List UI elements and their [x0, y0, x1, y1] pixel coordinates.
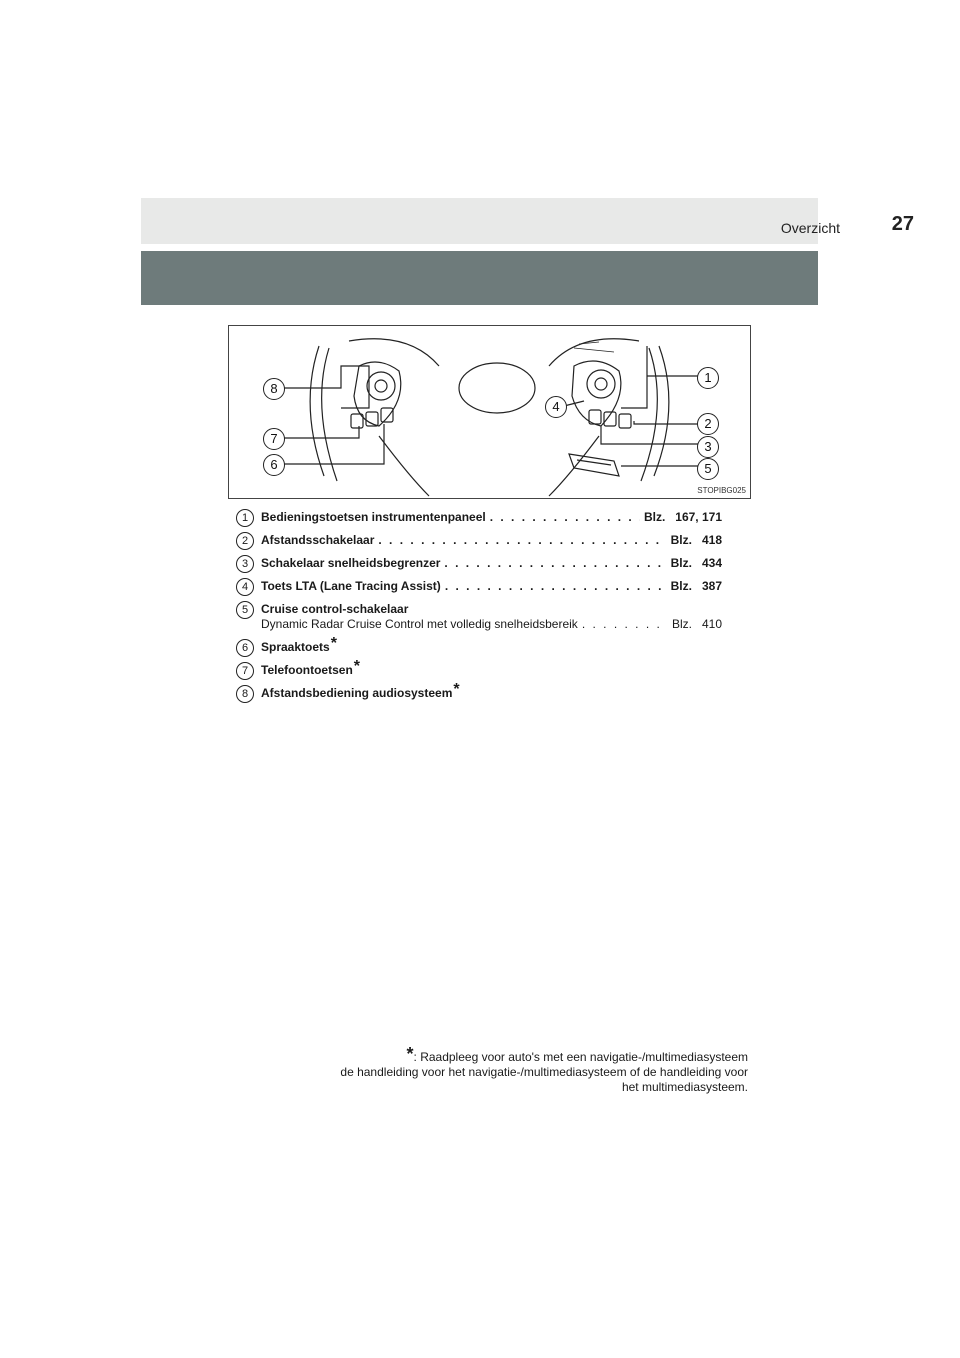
asterisk-mark: * — [453, 681, 460, 698]
callout-5: 5 — [697, 458, 719, 480]
footnote-line-3: het multimediasysteem. — [621, 1080, 748, 1094]
item-number: 5 — [236, 601, 254, 619]
header-bar — [141, 198, 818, 244]
item-label: Bedieningstoetsen instrumentenpaneel — [261, 510, 486, 524]
list-item — [236, 533, 722, 548]
list-item — [236, 658, 722, 678]
item-number: 6 — [236, 639, 254, 657]
callout-1: 1 — [697, 367, 719, 389]
page-value: 387 — [701, 579, 722, 593]
blz-label: Blz. — [643, 510, 666, 524]
item-label: Afstandsschakelaar — [261, 533, 375, 547]
page-reference — [671, 556, 722, 571]
blz-label: Blz. — [671, 617, 692, 631]
item-label: Spraaktoets — [261, 640, 330, 654]
asterisk-mark: * — [330, 635, 337, 652]
legend-list — [236, 510, 722, 709]
page-value: 418 — [701, 533, 722, 547]
footnote-line-2: de handleiding voor het navigatie-/multimediasysteem of de handleiding voor — [340, 1065, 748, 1079]
page-reference — [671, 579, 722, 594]
list-item — [236, 556, 722, 571]
item-number: 8 — [236, 685, 254, 703]
list-item — [236, 510, 722, 525]
list-item — [236, 579, 722, 594]
page-reference — [671, 533, 722, 548]
section-title: Overzicht — [780, 220, 840, 236]
item-number: 7 — [236, 662, 254, 680]
figure-id: STOPIBG025 — [697, 486, 746, 495]
footnote-asterisk: * — [406, 1044, 414, 1064]
callout-3: 3 — [697, 436, 719, 458]
leader-dots — [444, 556, 666, 571]
title-band — [141, 251, 818, 305]
item-sub-label: Dynamic Radar Cruise Control met volledig snelheidsbereik — [261, 617, 578, 631]
asterisk-mark: * — [353, 658, 361, 675]
footnote-line-1: : Raadpleeg voor auto's met een navigatie-/multimediasysteem — [413, 1050, 748, 1064]
page-number: 27 — [891, 213, 914, 235]
list-item — [236, 602, 722, 632]
steering-wheel-figure — [228, 325, 751, 499]
blz-label: Blz. — [670, 556, 692, 570]
item-label: Cruise control-schakelaar — [261, 602, 409, 616]
page-reference — [644, 510, 722, 525]
list-item — [236, 635, 722, 655]
leader-dots — [378, 533, 666, 548]
item-number: 2 — [236, 532, 254, 550]
item-label: Afstandsbediening audiosysteem — [261, 686, 453, 700]
steering-wheel-drawing — [229, 326, 750, 498]
callout-7: 7 — [263, 428, 285, 450]
page-reference — [672, 617, 722, 632]
item-label: Telefoontoetsen — [261, 663, 353, 677]
page-value: 167, 171 — [675, 510, 722, 524]
blz-label: Blz. — [670, 533, 692, 547]
blz-label: Blz. — [670, 579, 692, 593]
callout-2: 2 — [697, 413, 719, 435]
item-label: Schakelaar snelheidsbegrenzer — [261, 556, 441, 570]
leader-dots — [490, 510, 640, 525]
callout-6: 6 — [263, 454, 285, 476]
page-value: 434 — [701, 556, 722, 570]
item-label: Toets LTA (Lane Tracing Assist) — [261, 579, 441, 593]
item-number: 1 — [236, 509, 254, 527]
footnote — [280, 1044, 748, 1095]
leader-dots — [445, 579, 667, 594]
list-item — [236, 681, 722, 701]
callout-8: 8 — [263, 378, 285, 400]
item-number: 3 — [236, 555, 254, 573]
leader-dots — [582, 617, 668, 632]
callout-4: 4 — [545, 396, 567, 418]
item-number: 4 — [236, 578, 254, 596]
page-value: 410 — [701, 617, 722, 631]
